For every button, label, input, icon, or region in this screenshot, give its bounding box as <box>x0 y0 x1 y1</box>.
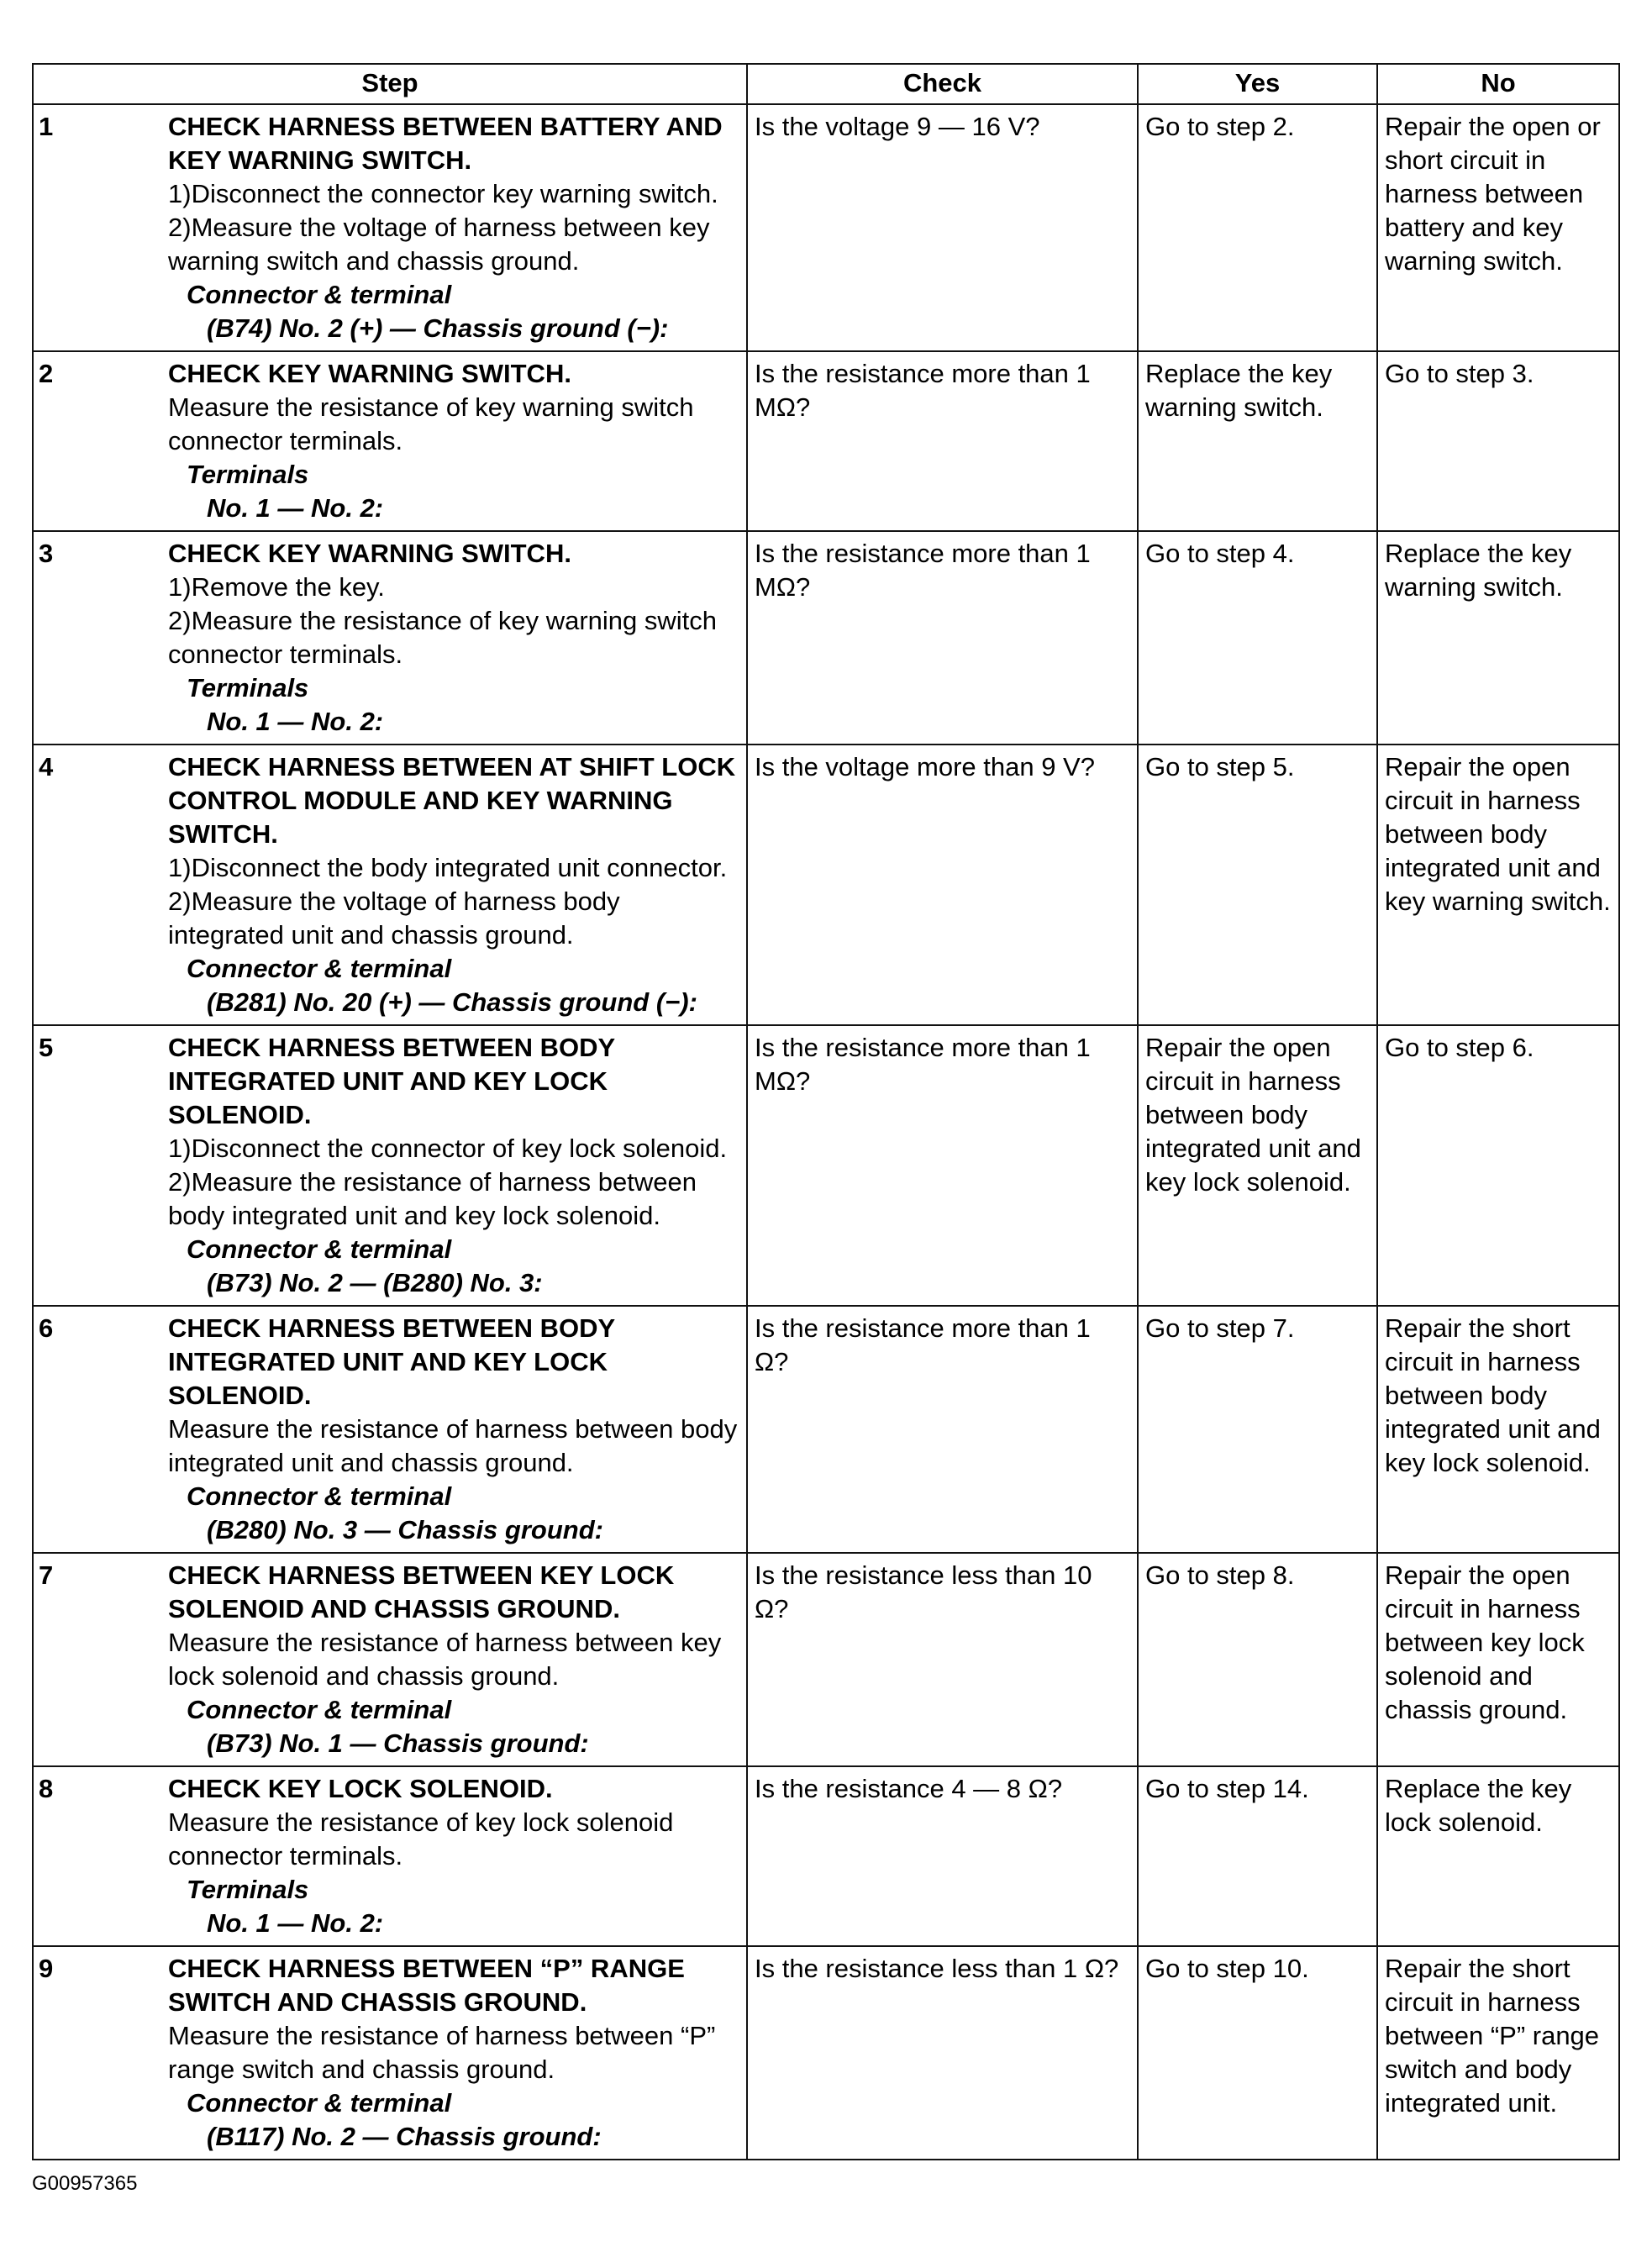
step-number: 3 <box>39 539 54 568</box>
connector-label: Terminals <box>187 460 309 489</box>
check-text: Is the resistance more than 1 MΩ? <box>755 1033 1091 1096</box>
connector-value: (B74) No. 2 (+) — Chassis ground (−): <box>207 313 669 343</box>
check-text: Is the voltage more than 9 V? <box>755 752 1095 781</box>
table-row <box>33 1946 1619 2160</box>
yes-cell <box>1138 745 1377 1025</box>
yes-cell <box>1138 104 1377 351</box>
step-cell <box>33 104 747 351</box>
connector-value: No. 1 — No. 2: <box>207 707 384 736</box>
step-title: CHECK KEY LOCK SOLENOID. <box>168 1774 553 1803</box>
header-check: Check <box>747 64 1138 104</box>
step-instruction: 1)Disconnect the body integrated unit connector. <box>168 853 728 882</box>
step-instruction: Measure the resistance of harness between “P” range switch and chassis ground. <box>168 2021 716 2084</box>
table-row <box>33 1025 1619 1306</box>
check-text: Is the voltage 9 — 16 V? <box>755 112 1040 141</box>
no-cell <box>1377 1306 1619 1553</box>
yes-text: Go to step 8. <box>1145 1560 1295 1590</box>
connector-value: (B73) No. 1 — Chassis ground: <box>207 1728 589 1758</box>
yes-text: Go to step 2. <box>1145 112 1295 141</box>
check-text: Is the resistance less than 10 Ω? <box>755 1560 1092 1623</box>
step-title: CHECK HARNESS BETWEEN “P” RANGE SWITCH AND CHASSIS GROUND. <box>168 1954 685 2017</box>
step-number: 1 <box>39 112 54 141</box>
yes-cell <box>1138 1553 1377 1766</box>
table-row <box>33 351 1619 531</box>
connector-value: (B281) No. 20 (+) — Chassis ground (−): <box>207 987 697 1017</box>
header-step: Step <box>33 64 747 104</box>
step-title: CHECK HARNESS BETWEEN BATTERY AND KEY WARNING SWITCH. <box>168 112 723 175</box>
step-title: CHECK HARNESS BETWEEN BODY INTEGRATED UNIT AND KEY LOCK SOLENOID. <box>168 1313 615 1410</box>
yes-cell <box>1138 1025 1377 1306</box>
check-cell <box>747 1946 1138 2160</box>
check-text: Is the resistance more than 1 Ω? <box>755 1313 1091 1376</box>
step-title: CHECK HARNESS BETWEEN BODY INTEGRATED UNIT AND KEY LOCK SOLENOID. <box>168 1033 615 1129</box>
check-text: Is the resistance more than 1 MΩ? <box>755 359 1091 422</box>
no-text: Go to step 3. <box>1385 359 1534 388</box>
step-cell <box>33 1025 747 1306</box>
yes-text: Replace the key warning switch. <box>1145 359 1333 422</box>
check-cell <box>747 745 1138 1025</box>
table-body <box>33 104 1619 2160</box>
step-cell <box>33 351 747 531</box>
no-cell <box>1377 1946 1619 2160</box>
check-cell <box>747 104 1138 351</box>
connector-value: No. 1 — No. 2: <box>207 493 384 523</box>
table-row <box>33 1306 1619 1553</box>
step-instruction: 1)Remove the key. <box>168 572 385 602</box>
step-cell <box>33 1766 747 1946</box>
check-cell <box>747 1025 1138 1306</box>
header-no: No <box>1377 64 1619 104</box>
check-cell <box>747 1553 1138 1766</box>
connector-label: Connector & terminal <box>187 280 452 309</box>
no-text: Replace the key warning switch. <box>1385 539 1572 602</box>
no-cell <box>1377 1553 1619 1766</box>
yes-text: Go to step 14. <box>1145 1774 1309 1803</box>
header-row <box>33 64 1619 104</box>
step-title: CHECK HARNESS BETWEEN KEY LOCK SOLENOID AND CHASSIS GROUND. <box>168 1560 675 1623</box>
step-number: 2 <box>39 359 54 388</box>
connector-label: Connector & terminal <box>187 2088 452 2118</box>
no-text: Repair the short circuit in harness between body integrated unit and key lock solenoid. <box>1385 1313 1601 1477</box>
step-instruction: 2)Measure the voltage of harness body integrated unit and chassis ground. <box>168 887 620 950</box>
connector-label: Connector & terminal <box>187 1695 452 1724</box>
yes-text: Go to step 7. <box>1145 1313 1295 1343</box>
connector-label: Connector & terminal <box>187 1481 452 1511</box>
step-number: 7 <box>39 1560 54 1590</box>
step-number: 9 <box>39 1954 54 1983</box>
step-cell <box>33 1946 747 2160</box>
step-instruction: 1)Disconnect the connector of key lock solenoid. <box>168 1134 728 1163</box>
yes-cell <box>1138 1946 1377 2160</box>
no-text: Go to step 6. <box>1385 1033 1534 1062</box>
connector-label: Connector & terminal <box>187 954 452 983</box>
connector-label: Connector & terminal <box>187 1234 452 1264</box>
check-cell <box>747 1766 1138 1946</box>
table-row <box>33 531 1619 745</box>
connector-value: No. 1 — No. 2: <box>207 1908 384 1938</box>
yes-text: Go to step 10. <box>1145 1954 1309 1983</box>
step-instruction: Measure the resistance of key warning switch connector terminals. <box>168 392 694 455</box>
step-number: 8 <box>39 1774 54 1803</box>
no-text: Repair the open circuit in harness between key lock solenoid and chassis ground. <box>1385 1560 1585 1724</box>
diagnostic-table <box>32 63 1620 2160</box>
no-cell <box>1377 1025 1619 1306</box>
no-text: Repair the open circuit in harness between body integrated unit and key warning switch. <box>1385 752 1611 916</box>
yes-cell <box>1138 1766 1377 1946</box>
step-cell <box>33 745 747 1025</box>
step-number: 6 <box>39 1313 54 1343</box>
step-instruction: Measure the resistance of harness between body integrated unit and chassis ground. <box>168 1414 738 1477</box>
header-yes: Yes <box>1138 64 1377 104</box>
check-cell <box>747 1306 1138 1553</box>
yes-text: Go to step 5. <box>1145 752 1295 781</box>
step-instruction: Measure the resistance of key lock solenoid connector terminals. <box>168 1807 674 1871</box>
check-text: Is the resistance less than 1 Ω? <box>755 1954 1119 1983</box>
no-text: Repair the open or short circuit in harness between battery and key warning switch. <box>1385 112 1601 276</box>
check-text: Is the resistance 4 — 8 Ω? <box>755 1774 1063 1803</box>
connector-value: (B117) No. 2 — Chassis ground: <box>207 2122 602 2151</box>
step-cell <box>33 1306 747 1553</box>
table-row <box>33 104 1619 351</box>
step-cell <box>33 531 747 745</box>
yes-cell <box>1138 531 1377 745</box>
document-id: G00957365 <box>32 2172 138 2195</box>
table-row <box>33 745 1619 1025</box>
no-text: Replace the key lock solenoid. <box>1385 1774 1572 1837</box>
step-instruction: 2)Measure the resistance of key warning switch connector terminals. <box>168 606 718 669</box>
no-cell <box>1377 745 1619 1025</box>
yes-cell <box>1138 1306 1377 1553</box>
connector-label: Terminals <box>187 1875 309 1904</box>
check-cell <box>747 531 1138 745</box>
connector-value: (B280) No. 3 — Chassis ground: <box>207 1515 603 1544</box>
step-instruction: 2)Measure the voltage of harness between key warning switch and chassis ground. <box>168 213 710 276</box>
no-text: Repair the short circuit in harness between “P” range switch and body integrated unit. <box>1385 1954 1600 2118</box>
no-cell <box>1377 1766 1619 1946</box>
step-number: 4 <box>39 752 54 781</box>
yes-text: Repair the open circuit in harness between body integrated unit and key lock solenoid. <box>1145 1033 1361 1197</box>
step-title: CHECK KEY WARNING SWITCH. <box>168 359 571 388</box>
check-text: Is the resistance more than 1 MΩ? <box>755 539 1091 602</box>
step-title: CHECK KEY WARNING SWITCH. <box>168 539 571 568</box>
check-cell <box>747 351 1138 531</box>
step-instruction: 1)Disconnect the connector key warning switch. <box>168 179 718 208</box>
no-cell <box>1377 104 1619 351</box>
step-number: 5 <box>39 1033 54 1062</box>
step-title: CHECK HARNESS BETWEEN AT SHIFT LOCK CONTROL MODULE AND KEY WARNING SWITCH. <box>168 752 736 849</box>
yes-text: Go to step 4. <box>1145 539 1295 568</box>
step-instruction: Measure the resistance of harness between key lock solenoid and chassis ground. <box>168 1628 722 1691</box>
yes-cell <box>1138 351 1377 531</box>
connector-label: Terminals <box>187 673 309 702</box>
table-row <box>33 1553 1619 1766</box>
connector-value: (B73) No. 2 — (B280) No. 3: <box>207 1268 543 1297</box>
no-cell <box>1377 531 1619 745</box>
step-instruction: 2)Measure the resistance of harness between body integrated unit and key lock solenoid. <box>168 1167 697 1230</box>
table-row <box>33 1766 1619 1946</box>
no-cell <box>1377 351 1619 531</box>
step-cell <box>33 1553 747 1766</box>
